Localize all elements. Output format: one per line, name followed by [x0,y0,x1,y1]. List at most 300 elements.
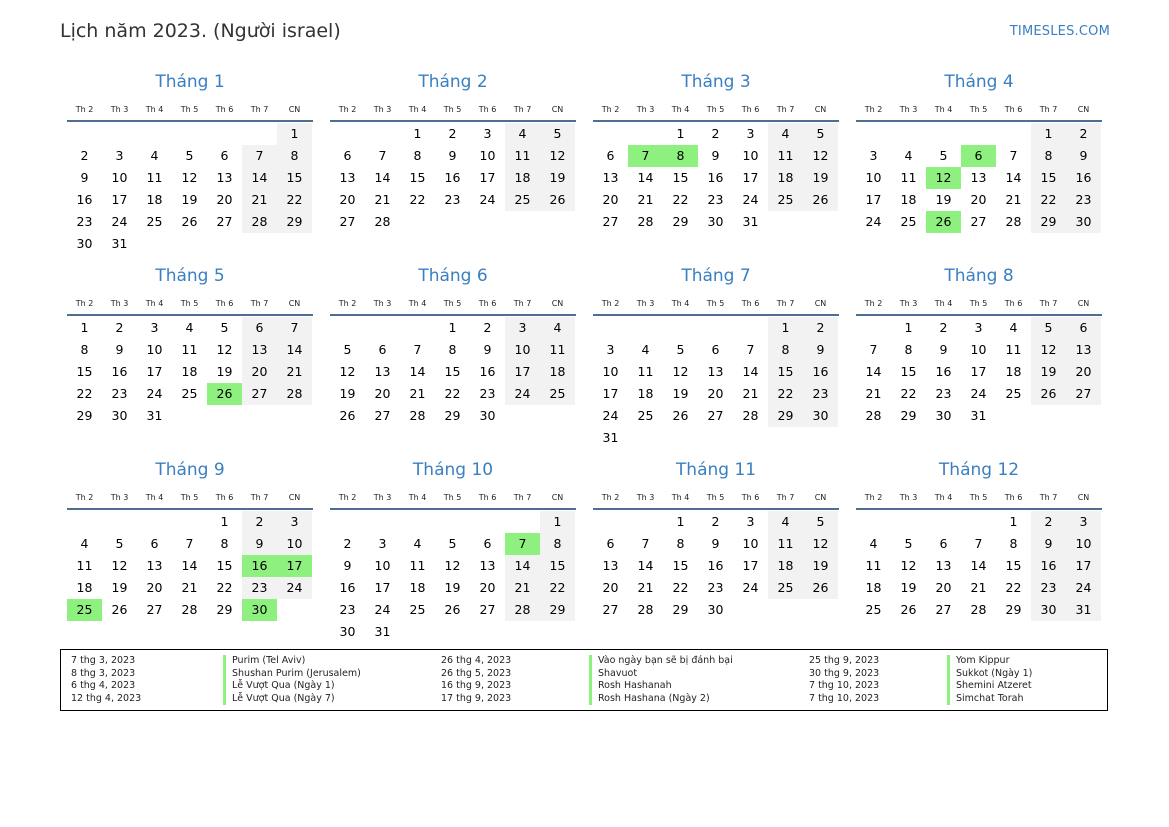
day-cell: 7 [505,533,540,555]
empty-cell [137,123,172,145]
day-cell: 14 [505,555,540,577]
month-calendar [67,264,313,427]
day-cell: 28 [637,602,654,617]
day-cell: 5 [803,123,838,145]
day-cell: 26 [207,383,242,405]
day-cell: 2 [343,536,352,551]
day-cell: 11 [409,558,426,573]
day-cell: 30 [707,214,724,229]
day-cell: 31 [742,214,759,229]
month-title: Tháng 12 [938,460,1020,480]
weekday-label: Th 5 [969,105,988,114]
day-cell: 27 [242,383,277,405]
empty-cell [277,233,312,255]
weekday-label: Th 5 [180,493,199,502]
empty-cell [593,317,628,339]
day-cell: 23 [935,386,952,401]
day-cell: 3 [277,511,312,533]
day-cell: 9 [939,342,948,357]
weekday-label: Th 5 [180,105,199,114]
weekday-header [330,294,576,316]
day-cell: 18 [540,361,575,383]
weekday-header [67,294,313,316]
empty-cell [137,233,172,255]
day-cell: 4 [1009,320,1018,335]
legend-date: 30 thg 9, 2023 [809,667,880,679]
weekday-label: Th 6 [215,493,234,502]
month-title: Tháng 7 [681,266,751,286]
weekday-header [330,100,576,122]
day-cell: 11 [76,558,93,573]
legend-date: 8 thg 3, 2023 [71,667,136,679]
empty-cell [768,211,803,233]
day-grid [856,123,1102,233]
day-cell: 8 [80,342,89,357]
day-cell: 29 [672,602,689,617]
weekday-label: CN [814,105,827,114]
weekday-label: Th 3 [636,299,655,308]
weekday-label: Th 5 [443,299,462,308]
day-cell: 2 [711,126,720,141]
day-cell: 6 [242,317,277,339]
day-cell: 15 [444,364,461,379]
day-cell: 5 [803,511,838,533]
month-title: Tháng 11 [675,460,757,480]
day-cell: 11 [768,145,803,167]
day-cell: 14 [181,558,198,573]
day-cell: 26 [339,408,356,423]
day-cell: 24 [742,580,759,595]
day-cell: 10 [505,339,540,361]
day-cell: 14 [637,170,654,185]
day-cell: 13 [970,170,987,185]
day-cell: 11 [637,364,654,379]
day-cell: 28 [865,408,882,423]
day-cell: 3 [115,148,124,163]
day-cell: 22 [900,386,917,401]
day-cell: 15 [672,170,689,185]
day-cell: 2 [242,511,277,533]
empty-cell [505,211,540,233]
weekday-label: Th 6 [1004,105,1023,114]
empty-cell [435,621,470,643]
day-cell: 9 [1031,533,1066,555]
day-cell: 8 [448,342,457,357]
day-cell: 3 [150,320,159,335]
day-cell: 24 [865,214,882,229]
legend-date-column [441,655,511,705]
day-cell: 4 [185,320,194,335]
empty-cell [242,233,277,255]
day-cell: 22 [672,580,689,595]
day-cell: 15 [409,170,426,185]
empty-cell [277,405,312,427]
day-cell: 2 [80,148,89,163]
day-cell: 21 [637,580,654,595]
day-cell: 9 [343,558,352,573]
legend-holiday-name: Simchat Torah [947,693,1032,706]
day-cell: 25 [865,602,882,617]
day-cell: 16 [444,170,461,185]
empty-cell [856,511,891,533]
weekday-label: CN [288,299,301,308]
empty-cell [505,511,540,533]
day-cell: 2 [1031,511,1066,533]
day-cell: 16 [242,555,277,577]
day-cell: 18 [505,167,540,189]
day-cell: 23 [1066,189,1101,211]
day-cell: 29 [1031,211,1066,233]
day-cell: 19 [935,192,952,207]
day-cell: 21 [742,386,759,401]
day-cell: 28 [505,599,540,621]
day-cell: 18 [865,580,882,595]
empty-cell [803,427,838,449]
day-cell: 27 [146,602,163,617]
day-cell: 31 [970,408,987,423]
weekday-label: Th 7 [776,105,795,114]
weekday-label: Th 7 [1039,493,1058,502]
day-cell: 22 [768,383,803,405]
day-cell: 12 [803,533,838,555]
empty-cell [400,621,435,643]
day-cell: 10 [479,148,496,163]
weekday-label: Th 7 [250,493,269,502]
day-cell: 21 [865,386,882,401]
day-cell: 27 [602,602,619,617]
weekday-label: Th 4 [408,493,427,502]
legend-date: 17 thg 9, 2023 [441,692,512,704]
day-cell: 20 [602,192,619,207]
weekday-label: Th 3 [110,105,129,114]
day-cell: 26 [1031,383,1066,405]
weekday-label: Th 5 [706,299,725,308]
day-cell: 16 [707,558,724,573]
day-cell: 24 [111,214,128,229]
day-cell: 1 [540,511,575,533]
day-cell: 23 [707,192,724,207]
weekday-label: Th 6 [478,493,497,502]
weekday-label: Th 2 [864,299,883,308]
legend-date: 26 thg 5, 2023 [441,667,512,679]
legend-holiday-name: Rosh Hashanah [589,680,733,693]
day-cell: 14 [970,558,987,573]
day-cell: 4 [540,317,575,339]
day-cell: 2 [115,320,124,335]
weekday-label: Th 4 [408,299,427,308]
day-cell: 27 [1066,383,1101,405]
empty-cell [470,621,505,643]
day-cell: 8 [277,145,312,167]
day-cell: 25 [768,577,803,599]
day-cell: 30 [76,236,93,251]
day-cell: 1 [676,514,685,529]
day-cell: 30 [1066,211,1101,233]
empty-cell [137,511,172,533]
weekday-label: Th 5 [443,105,462,114]
day-cell: 10 [1066,533,1101,555]
day-cell: 12 [900,558,917,573]
day-cell: 1 [768,317,803,339]
day-cell: 1 [80,320,89,335]
empty-cell [435,511,470,533]
weekday-label: Th 6 [478,105,497,114]
empty-cell [698,427,733,449]
day-cell: 1 [676,126,685,141]
day-cell: 13 [602,558,619,573]
day-cell: 20 [707,386,724,401]
day-cell: 12 [216,342,233,357]
day-cell: 4 [80,536,89,551]
day-cell: 27 [339,214,356,229]
month-title: Tháng 6 [418,266,488,286]
day-cell: 31 [374,624,391,639]
day-cell: 22 [216,580,233,595]
day-cell: 22 [540,577,575,599]
day-cell: 1 [1009,514,1018,529]
day-cell: 8 [663,145,698,167]
day-cell: 9 [448,148,457,163]
day-cell: 31 [146,408,163,423]
day-cell: 2 [448,126,457,141]
month-calendar [593,458,839,621]
day-cell: 6 [961,145,996,167]
day-cell: 29 [900,408,917,423]
day-cell: 17 [479,170,496,185]
day-cell: 18 [76,580,93,595]
day-cell: 7 [1009,148,1018,163]
legend-holiday-name: Yom Kippur [947,655,1032,668]
day-cell: 11 [505,145,540,167]
day-cell: 1 [904,320,913,335]
day-cell: 23 [707,580,724,595]
weekday-label: Th 2 [75,493,94,502]
day-cell: 6 [606,148,615,163]
day-cell: 16 [803,361,838,383]
day-cell: 4 [413,536,422,551]
weekday-label: CN [1077,299,1090,308]
day-cell: 31 [111,236,128,251]
day-cell: 7 [869,342,878,357]
day-cell: 4 [904,148,913,163]
day-cell: 14 [637,558,654,573]
day-grid [856,317,1102,427]
day-cell: 2 [803,317,838,339]
day-cell: 6 [150,536,159,551]
weekday-header [67,488,313,510]
day-cell: 29 [1005,602,1022,617]
weekday-label: Th 6 [478,299,497,308]
day-cell: 27 [935,602,952,617]
legend-holiday-name: Rosh Hashana (Ngày 2) [589,693,733,706]
day-cell: 22 [277,189,312,211]
day-cell: 27 [707,408,724,423]
day-cell: 9 [115,342,124,357]
day-cell: 29 [672,214,689,229]
weekday-label: CN [288,105,301,114]
day-cell: 13 [602,170,619,185]
day-cell: 17 [602,386,619,401]
day-cell: 7 [746,342,755,357]
month-calendar [856,264,1102,427]
weekday-label: Th 2 [338,105,357,114]
day-cell: 26 [803,189,838,211]
month-title: Tháng 5 [155,266,225,286]
day-cell: 21 [1005,192,1022,207]
legend-date: 25 thg 9, 2023 [809,655,880,666]
day-cell: 31 [1066,599,1101,621]
day-cell: 17 [111,192,128,207]
empty-cell [67,123,102,145]
empty-cell [470,211,505,233]
legend-date: 7 thg 10, 2023 [809,680,880,692]
day-cell: 3 [483,126,492,141]
day-cell: 26 [803,577,838,599]
day-cell: 20 [242,361,277,383]
day-cell: 7 [413,342,422,357]
day-cell: 5 [448,536,457,551]
day-cell: 18 [637,386,654,401]
empty-cell [663,317,698,339]
weekday-label: Th 2 [864,105,883,114]
legend-date: 7 thg 3, 2023 [71,655,136,666]
weekday-label: Th 3 [636,493,655,502]
empty-cell [400,317,435,339]
empty-cell [891,511,926,533]
day-cell: 14 [1005,170,1022,185]
legend-name-column [589,655,733,705]
weekday-label: Th 2 [601,299,620,308]
day-cell: 12 [803,145,838,167]
weekday-header [856,294,1102,316]
weekday-label: Th 2 [601,105,620,114]
day-cell: 19 [111,580,128,595]
day-cell: 28 [242,211,277,233]
day-cell: 10 [374,558,391,573]
day-cell: 26 [926,211,961,233]
day-cell: 16 [1066,167,1101,189]
weekday-label: Th 7 [1039,299,1058,308]
day-cell: 29 [444,408,461,423]
empty-cell [67,511,102,533]
day-cell: 21 [277,361,312,383]
day-cell: 25 [146,214,163,229]
day-cell: 15 [76,364,93,379]
day-grid [856,511,1102,621]
empty-cell [277,599,312,621]
day-cell: 3 [746,514,755,529]
weekday-header [593,294,839,316]
day-cell: 28 [1005,214,1022,229]
day-cell: 24 [146,386,163,401]
weekday-label: Th 6 [741,299,760,308]
legend-holiday-name: Vào ngày bạn sẽ bị đánh bại [589,655,733,668]
empty-cell [768,599,803,621]
day-cell: 19 [1031,361,1066,383]
day-cell: 23 [444,192,461,207]
day-cell: 9 [711,536,720,551]
weekday-header [593,488,839,510]
day-cell: 20 [146,580,163,595]
brand-link[interactable]: TIMESLES.COM [1009,24,1110,39]
weekday-label: Th 4 [934,493,953,502]
day-cell: 5 [540,123,575,145]
weekday-label: Th 3 [899,299,918,308]
day-cell: 1 [448,320,457,335]
day-cell: 17 [146,364,163,379]
day-cell: 19 [339,386,356,401]
empty-cell [505,405,540,427]
day-cell: 29 [768,405,803,427]
weekday-label: Th 5 [969,493,988,502]
day-cell: 25 [540,383,575,405]
day-cell: 27 [479,602,496,617]
day-cell: 16 [1031,555,1066,577]
weekday-label: Th 5 [706,105,725,114]
weekday-label: Th 3 [899,493,918,502]
day-cell: 6 [220,148,229,163]
month-calendar [593,264,839,449]
empty-cell [961,511,996,533]
empty-cell [365,317,400,339]
day-cell: 21 [637,192,654,207]
weekday-label: CN [551,493,564,502]
empty-cell [856,317,891,339]
day-cell: 15 [672,558,689,573]
day-cell: 17 [505,361,540,383]
day-cell: 2 [1066,123,1101,145]
day-cell: 15 [540,555,575,577]
weekday-label: CN [814,493,827,502]
day-cell: 19 [900,580,917,595]
day-cell: 17 [1066,555,1101,577]
holiday-legend [60,649,1108,711]
empty-cell [330,317,365,339]
day-cell: 5 [676,342,685,357]
empty-cell [102,123,137,145]
day-cell: 28 [277,383,312,405]
day-grid [593,511,839,621]
day-cell: 20 [1066,361,1101,383]
day-cell: 27 [216,214,233,229]
weekday-label: Th 4 [934,299,953,308]
month-title: Tháng 1 [155,72,225,92]
day-cell: 11 [1005,342,1022,357]
day-cell: 29 [540,599,575,621]
day-cell: 5 [1031,317,1066,339]
empty-cell [207,405,242,427]
empty-cell [102,511,137,533]
day-cell: 6 [606,536,615,551]
day-cell: 8 [768,339,803,361]
empty-cell [628,427,663,449]
day-cell: 10 [970,342,987,357]
weekday-label: Th 5 [969,299,988,308]
day-cell: 25 [409,602,426,617]
weekday-label: Th 4 [145,105,164,114]
weekday-label: Th 4 [671,299,690,308]
day-grid [67,317,313,427]
page-title: Lịch năm 2023. (Người israel) [60,20,341,42]
weekday-label: Th 4 [145,299,164,308]
weekday-label: CN [288,493,301,502]
empty-cell [540,211,575,233]
day-cell: 3 [505,317,540,339]
day-cell: 10 [602,364,619,379]
day-cell: 9 [80,170,89,185]
legend-date: 12 thg 4, 2023 [71,692,142,704]
day-cell: 4 [768,123,803,145]
